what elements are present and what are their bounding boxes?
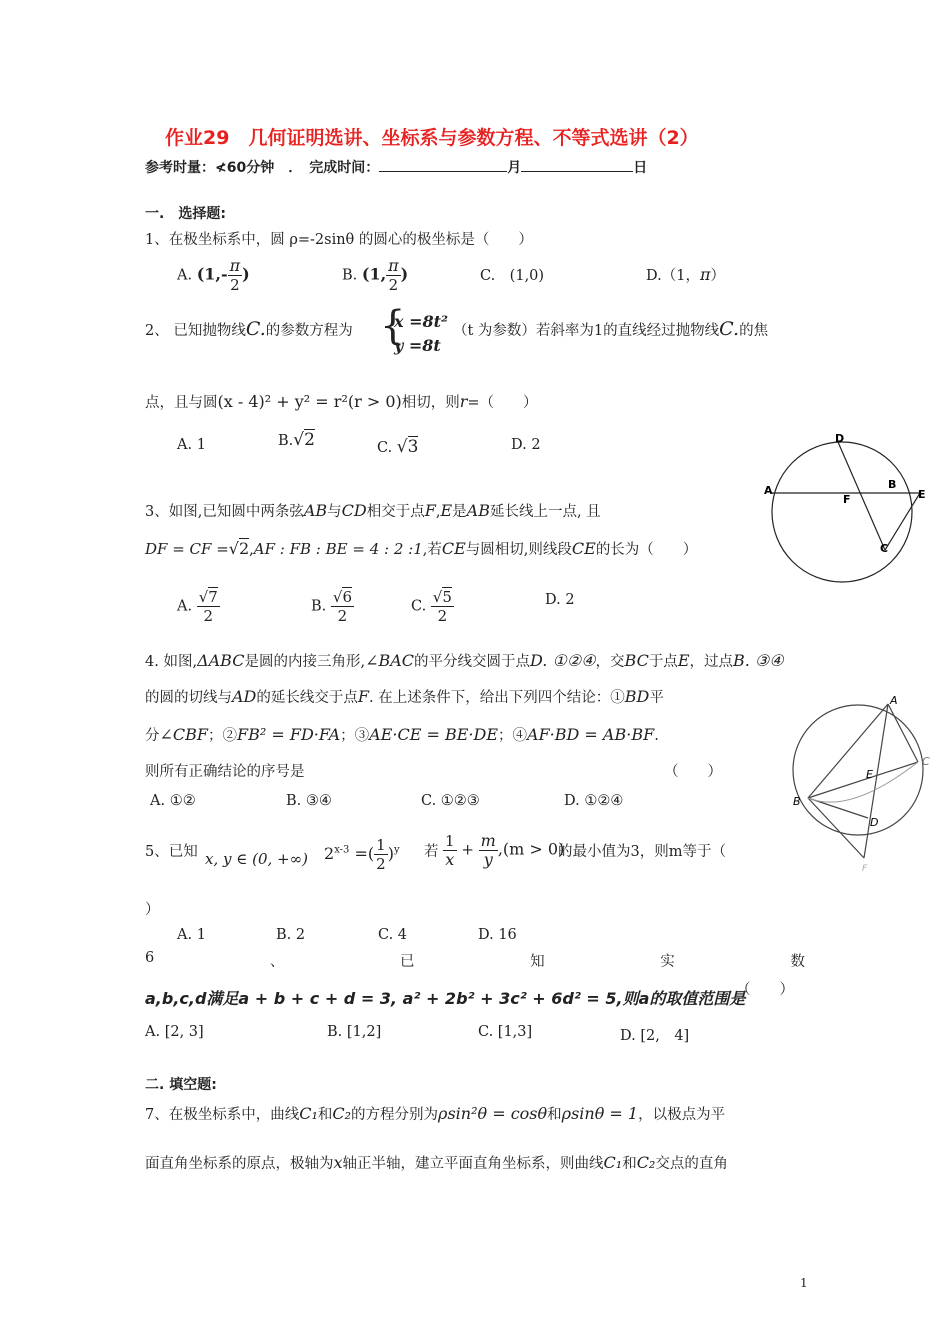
q5-line1 — [145, 840, 198, 861]
q6-line1 — [145, 950, 805, 971]
q4-l1c: 的平分线交圆于点 — [414, 654, 531, 670]
q3-a-label: A. — [177, 598, 193, 615]
q2-c2: C. — [719, 318, 740, 340]
q2-p2: 的参数方程为 — [265, 323, 353, 339]
day-blank[interactable] — [521, 157, 633, 172]
q4-l3e: . — [654, 728, 659, 744]
q3-p2: 相交于点 — [366, 504, 425, 520]
q4-ang: ∠BAC — [365, 651, 415, 670]
q7-l2b: 轴正半轴，建立平面直角坐标系，则曲线 — [342, 1156, 604, 1172]
q4-l3a: 分 — [145, 728, 160, 744]
fig4-label-f: F — [862, 864, 868, 874]
q3-option-a[interactable]: A. $\frac{√7}{2}$ — [177, 588, 218, 625]
fig3-label-c: C — [880, 542, 889, 555]
q3-e: E — [440, 501, 453, 520]
q5-l1a: 5、已知 — [145, 844, 198, 860]
q6-part-5: 数 — [790, 954, 805, 970]
q2-option-d[interactable]: D. 2 — [511, 437, 541, 453]
section-fill-heading: 二. 填空题: — [145, 1077, 217, 1093]
q4-l3d: ；④ — [498, 728, 528, 744]
fig3-label-e: E — [918, 488, 926, 501]
q2-y-eq: y =8t — [394, 336, 441, 355]
q2-c-label: C. — [377, 440, 393, 456]
q7-l2c: 交点的直角 — [655, 1156, 728, 1172]
q1-b-label: B. — [342, 267, 358, 284]
q4-ad: AD — [232, 687, 257, 706]
fig4-line-bc — [808, 762, 918, 798]
q6-condition: a,b,c,d满足a + b + c + d = 3, a² + 2b² + 3c² + 6d² = 5,则a的取值范围是 — [145, 989, 746, 1008]
q2-p4: 的焦 — [739, 323, 769, 339]
fig4-line-ac — [888, 704, 918, 762]
q3-ab: AB — [303, 501, 328, 520]
q3-l2a: DF = CF = — [145, 540, 229, 558]
q3-l1: 3、如图,已知圆中两条弦 — [145, 504, 304, 520]
month-label: 月 — [507, 160, 522, 176]
q4-l2c: . 在上述条件下，给出下列四个结论：① — [369, 690, 625, 706]
q1-option-c[interactable]: C. (1,0) — [480, 268, 545, 284]
q2-c: C. — [245, 318, 266, 340]
q2-p1: 2、 已知抛物线 — [145, 323, 246, 339]
q6-part-3: 知 — [530, 954, 545, 970]
q7-c2: C₂ — [332, 1104, 352, 1123]
q2-line1b — [453, 318, 768, 340]
q4-l2b: 的延长线交于点 — [256, 690, 358, 706]
finish-label: 完成时间： — [309, 160, 380, 176]
q3-f: F — [424, 501, 436, 520]
q4-option-d[interactable]: D. ①②④ — [564, 793, 624, 809]
q6-part-2: 已 — [400, 954, 415, 970]
month-blank[interactable] — [379, 157, 507, 172]
q4-bc: BC — [624, 651, 649, 670]
q1-option-a[interactable]: A. (1,- $\frac{\pi}{2}$ ) — [177, 256, 250, 294]
q4-line2 — [145, 686, 664, 707]
fig3-label-a: A — [764, 484, 773, 497]
q3-line2: DF = CF =√2,AF : FB : BE = 4 : 2 :1,若CE与圆相切,则线段CE的长为（ ） — [145, 539, 698, 558]
q5-option-c[interactable]: C. 4 — [378, 927, 408, 943]
q3-cd: CD — [341, 501, 367, 520]
q4-c2: FB² = FD·FA — [237, 725, 341, 744]
q2-l2a: 点，且与圆 — [145, 395, 218, 411]
q4-option-a[interactable]: A. ①② — [150, 793, 196, 809]
q3-option-c[interactable]: C. $\frac{√5}{2}$ — [411, 588, 452, 625]
q5-option-b[interactable]: B. 2 — [276, 927, 306, 943]
q5-ruo: 若 — [424, 844, 439, 860]
ref-time-label: 参考时量： — [145, 160, 215, 176]
q3-option-d[interactable]: D. 2 — [545, 592, 575, 608]
q7-c1b: C₁ — [603, 1153, 623, 1172]
figure-q4-circle — [790, 690, 940, 875]
q4-cbf: ∠CBF — [159, 725, 209, 744]
q5-option-a[interactable]: A. 1 — [177, 927, 206, 943]
q7-l1a: 7、在极坐标系中，曲线 — [145, 1107, 300, 1123]
q4-l1f: ，过点 — [689, 654, 733, 670]
q4-paren: （ ） — [664, 764, 722, 780]
q4-c3: AE·CE = BE·DE — [369, 725, 499, 744]
q4-f: F — [357, 687, 369, 706]
q7-eq1: ρsin²θ = cosθ — [438, 1104, 548, 1123]
day-label: 日 — [633, 160, 648, 176]
fig4-label-d: D — [870, 816, 879, 829]
q1-a-label: A. — [177, 267, 193, 284]
q4-option-b[interactable]: B. ③④ — [286, 793, 332, 809]
page-number: 1 — [800, 1276, 808, 1290]
q2-option-b[interactable]: B.√2 — [278, 430, 315, 450]
fig4-circle — [793, 705, 923, 835]
q5-l1b: 的最小值为3，则m等于（ — [558, 844, 726, 860]
q4-d: D. ①②④ — [530, 651, 596, 670]
q5-close: ） — [145, 902, 160, 918]
q2-circle-eq: (x - 4)² + y² = r²(r > 0) — [217, 392, 402, 411]
fig4-label-e: E — [866, 768, 873, 781]
q3-ce: CE — [441, 539, 466, 558]
q1-d-end: ） — [710, 268, 725, 284]
q2-x-eq: x =8t² — [394, 312, 449, 331]
q4-l1e: 于点 — [648, 654, 678, 670]
q1-text: 1、在极坐标系中，圆 ρ=-2sinθ 的圆心的极坐标是（ ） — [145, 232, 533, 248]
q2-line2 — [145, 391, 538, 412]
q7-line2 — [145, 1152, 728, 1173]
q7-l2a: 面直角坐标系的原点，极轴为 — [145, 1156, 334, 1172]
q4-tri: ΔABC — [197, 651, 245, 670]
q7-c2b: C₂ — [636, 1153, 656, 1172]
q4-line4: 则所有正确结论的序号是 — [145, 764, 305, 780]
q3-is: 是 — [452, 504, 467, 520]
fig4-label-b: B — [793, 795, 801, 808]
q3-with: 与 — [327, 504, 342, 520]
q2-line1 — [145, 318, 353, 340]
q7-l1b: 的方程分别为 — [351, 1107, 439, 1123]
q4-l3c: ；③ — [340, 728, 370, 744]
q3-ruo: 若 — [427, 542, 442, 558]
q3-c-label: C. — [411, 598, 427, 615]
figure-q3-circle — [752, 428, 937, 598]
fig4-label-c: C — [922, 755, 930, 768]
q5-domain: x, y ∈ (0, +∞) — [205, 850, 308, 868]
q4-l2a: 的圆的切线与 — [145, 690, 232, 706]
q3-option-b[interactable]: B. $\frac{√6}{2}$ — [311, 588, 352, 625]
q7-line1 — [145, 1103, 725, 1124]
q7-and3: 和 — [622, 1156, 637, 1172]
q5-expr: $\frac{1}{x}$ + $\frac{m}{y}$ ,(m > 0) — [445, 831, 565, 869]
q5-option-d[interactable]: D. 16 — [478, 927, 517, 943]
fig3-line-ce — [885, 493, 920, 550]
q3-l2c: 与圆相切,则线段 — [465, 542, 572, 558]
q4-line1 — [145, 650, 784, 671]
q4-bd: BD — [624, 687, 650, 706]
q4-c4: AF·BD = AB·BF — [527, 725, 655, 744]
q3-line1: 3、如图,已知圆中两条弦AB与CD相交于点F,E是AB延长线上一点, 且 — [145, 501, 601, 520]
q4-l2d: 平 — [649, 690, 664, 706]
q7-x: x — [333, 1153, 343, 1172]
q6-option-a[interactable]: A. [2, 3] — [145, 1024, 204, 1040]
q4-l1a: 4. 如图, — [145, 654, 198, 670]
fig4-label-a: A — [890, 694, 898, 707]
q2-option-c[interactable]: C. √3 — [377, 437, 419, 457]
q1-option-d[interactable]: D.（1，π） — [646, 265, 725, 284]
q4-l1b: 是圆的内接三角形, — [244, 654, 366, 670]
q3-b-label: B. — [311, 598, 327, 615]
q4-line3 — [145, 724, 659, 745]
q5-exp: $2^{x-3}$ =( $\frac{1}{2}$ )$^y$ — [324, 836, 400, 873]
q6-option-c[interactable]: C. [1,3] — [478, 1024, 533, 1040]
q6-option-b[interactable]: B. [1,2] — [327, 1024, 382, 1040]
fig3-label-d: D — [835, 432, 845, 445]
q4-option-c[interactable]: C. ①②③ — [421, 793, 480, 809]
q7-l1c: ，以极点为平 — [638, 1107, 726, 1123]
q2-b-label: B. — [278, 433, 294, 449]
q3-l2d: 的长为（ ） — [595, 542, 698, 558]
q3-ce2: CE — [571, 539, 596, 558]
q3-l2b: AF : FB : BE = 4 : 2 :1 — [253, 540, 423, 558]
q3-ab2: AB — [466, 501, 490, 520]
q7-and: 和 — [317, 1107, 333, 1123]
q7-eq2: ρsinθ = 1 — [561, 1104, 639, 1123]
q2-l2b: 相切，则 — [401, 395, 460, 411]
q3-p3: 延长线上一点, 且 — [489, 504, 601, 520]
section-choice-heading: 一. 选择题: — [145, 206, 226, 222]
fig3-label-f: F — [843, 493, 851, 506]
q6-part-4: 实 — [660, 954, 675, 970]
q1-d-label: D.（1， — [646, 268, 700, 284]
fig3-circle — [772, 442, 912, 582]
q1-option-b[interactable]: B. (1, $\frac{\pi}{2}$ ) — [342, 256, 409, 294]
q7-c1: C₁ — [299, 1104, 318, 1123]
q4-b: B. ③④ — [733, 651, 784, 670]
page-title: 作业29 几何证明选讲、坐标系与参数方程、不等式选讲（2） — [165, 127, 699, 149]
ref-time-value: ≮60分钟 — [215, 160, 275, 176]
fig3-label-b: B — [888, 478, 897, 491]
q2-option-a[interactable]: A. 1 — [177, 437, 206, 453]
q4-l1d: ，交 — [595, 654, 625, 670]
q2-p3: （t 为参数）若斜率为1的直线经过抛物线 — [453, 323, 720, 339]
q6-part-1: 、 — [269, 954, 285, 970]
q6-part-0: 6 — [145, 950, 155, 966]
q6-option-d[interactable]: D. [2, 4] — [620, 1028, 690, 1044]
q4-l3b: ；② — [208, 728, 238, 744]
ref-time-line: 参考时量：≮60分钟 ． 完成时间： 月 日 — [145, 157, 647, 177]
q2-l2c: =（ ） — [467, 395, 538, 411]
q7-and2: 和 — [547, 1107, 562, 1123]
q6-paren: （ ） — [736, 982, 794, 998]
q4-e: E — [677, 651, 690, 670]
q2-r: r — [459, 392, 468, 411]
